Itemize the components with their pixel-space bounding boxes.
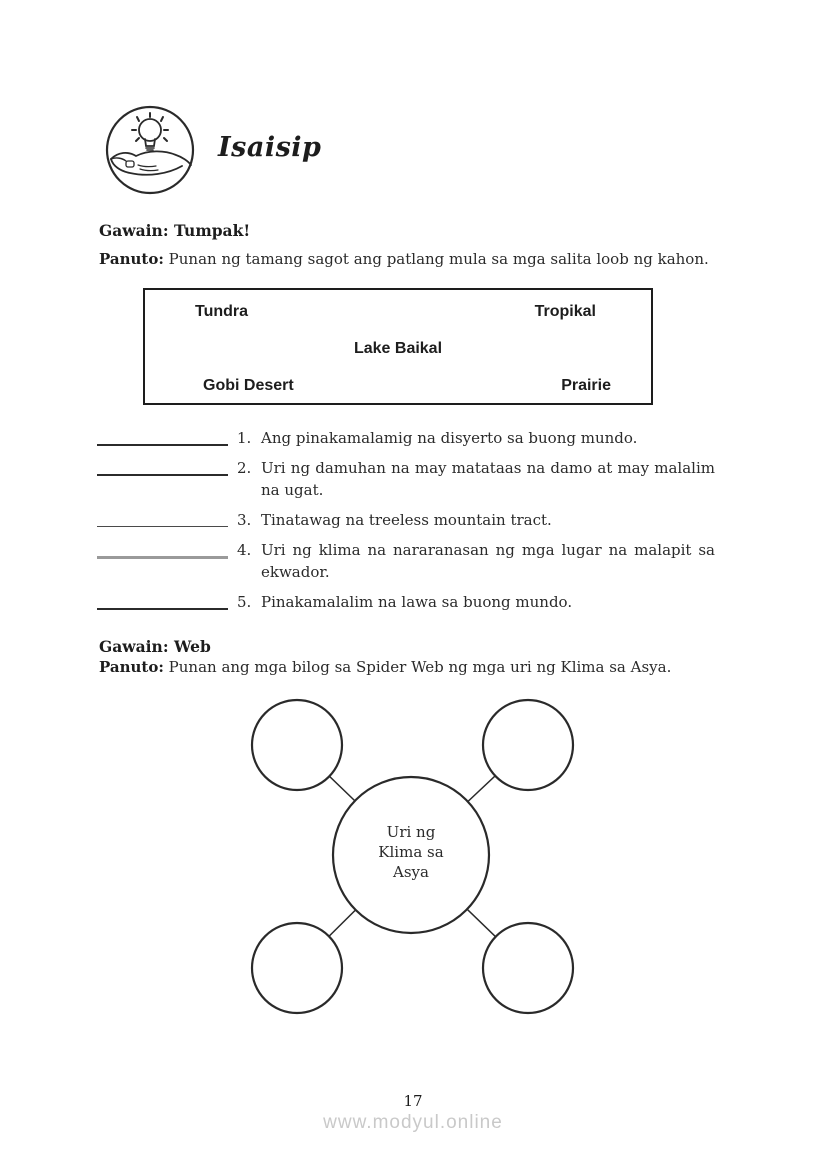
word-bank-item: Gobi Desert [203,377,294,394]
activity1-instruction-label: Panuto: [99,250,164,268]
list-item [97,539,715,583]
item-number: 2. [237,459,252,477]
spider-web-diagram [240,690,586,1020]
page-number: 17 [403,1092,423,1110]
word-bank-row [145,377,651,395]
word-bank-item: Tundra [195,303,249,320]
center-circle-label-line3: Asya [393,863,429,881]
watermark: www.modyul.online [323,1112,503,1133]
item-number: 4. [237,541,252,559]
word-bank-item: Prairie [561,377,611,394]
item-number: 1. [237,429,252,447]
outer-circle-top-left [252,700,342,790]
item-text: Uri ng damuhan na may matataas na damo at may malalim na ugat. [261,459,715,499]
activity1-instruction [99,249,715,270]
item-text: Pinakamalalim na lawa sa buong mundo. [261,593,573,611]
item-text: Ang pinakamalamig na disyerto sa buong mundo. [261,429,638,447]
activity2-instruction-text: Punan ang mga bilog sa Spider Web ng mga uri ng Klima sa Asya. [168,658,672,676]
list-item [97,509,715,531]
word-bank-box [143,288,653,405]
answer-blank-3 [97,509,228,527]
word-bank-row [145,303,651,321]
answer-blank-1 [97,427,228,446]
answer-blank-4 [97,539,228,559]
center-circle-label-line1: Uri ng [386,823,436,841]
outer-circle-bottom-right [483,923,573,1013]
list-item [97,591,715,613]
word-bank-row [145,340,651,358]
word-bank-item: Tropikal [534,303,596,320]
list-item [97,427,715,449]
activity1-title: Gawain: Tumpak! [99,221,251,240]
outer-circle-top-right [483,700,573,790]
lightbulb-in-hand-icon [104,104,196,196]
item-number: 3. [237,511,252,529]
activity2-title: Gawain: Web [99,637,211,656]
item-number: 5. [237,593,252,611]
answer-blank-5 [97,591,228,610]
activity2-instruction-label: Panuto: [99,658,164,676]
list-item [97,457,715,501]
outer-circle-bottom-left [252,923,342,1013]
answer-blank-2 [97,457,228,476]
page-title: Isaisip [218,132,322,163]
activity2-instruction [99,657,715,678]
fill-in-list [97,427,715,621]
item-text: Uri ng klima na nararanasan ng mga lugar na malapit sa ekwador. [261,541,715,581]
activity1-instruction-text: Punan ng tamang sagot ang patlang mula sa mga salita loob ng kahon. [168,250,709,268]
item-text: Tinatawag na treeless mountain tract. [261,511,552,529]
word-bank-item: Lake Baikal [353,340,443,357]
center-circle-label-line2: Klima sa [378,843,444,861]
